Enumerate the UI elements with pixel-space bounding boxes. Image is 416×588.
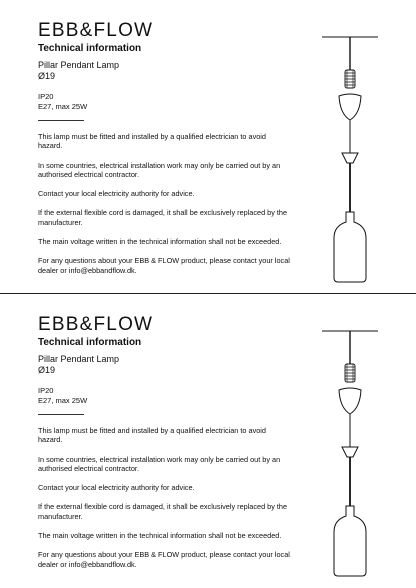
ceiling-canopy	[342, 447, 358, 457]
shade-cone	[339, 388, 361, 414]
safety-notes	[38, 132, 290, 285]
lamp-illustration	[320, 330, 380, 580]
note-paragraph: If the external flexible cord is damaged, it shall be exclusively replaced by the manufacturer.	[38, 208, 288, 227]
note-paragraph: The main voltage written in the technical information shall not be exceeded.	[38, 531, 282, 541]
note-paragraph: In some countries, electrical installation work may only be carried out by an authorised electrical contractor.	[38, 160, 281, 179]
shade-cone	[339, 94, 361, 120]
note-paragraph: In some countries, electrical installation work may only be carried out by an authorised electrical contractor.	[38, 454, 281, 473]
short-divider	[38, 120, 84, 121]
pendant-shade	[334, 212, 366, 282]
pendant-shade	[334, 506, 366, 576]
ip-rating: IP20	[38, 386, 54, 395]
short-divider	[38, 414, 84, 415]
bulb-rating: E27, max 25W	[38, 101, 88, 111]
section-heading: Technical information	[38, 337, 142, 348]
product-name: Pillar Pendant Lamp	[38, 60, 120, 70]
info-sheet-bottom	[0, 294, 416, 588]
bulb-rating: E27, max 25W	[38, 395, 88, 405]
product-size: Ø19	[38, 365, 56, 375]
product-name: Pillar Pendant Lamp	[38, 354, 120, 364]
product-block	[38, 60, 119, 82]
safety-notes	[38, 426, 290, 579]
ip-rating: IP20	[38, 92, 54, 101]
note-paragraph: If the external flexible cord is damaged, it shall be exclusively replaced by the manufacturer.	[38, 502, 288, 521]
specs-block	[38, 92, 87, 111]
brand-logo: EBB&FLOW	[38, 314, 154, 335]
note-paragraph: This lamp must be fitted and installed by a qualified electrician to avoid hazard.	[38, 426, 266, 445]
product-size: Ø19	[38, 71, 56, 81]
specs-block	[38, 386, 87, 405]
note-paragraph: Contact your local electricity authority for advice.	[38, 483, 195, 493]
brand-logo: EBB&FLOW	[38, 20, 154, 41]
ceiling-canopy	[342, 153, 358, 163]
lamp-illustration	[320, 36, 380, 286]
note-paragraph: The main voltage written in the technical information shall not be exceeded.	[38, 237, 282, 247]
note-paragraph: This lamp must be fitted and installed by a qualified electrician to avoid hazard.	[38, 132, 266, 151]
section-heading: Technical information	[38, 43, 142, 54]
product-block	[38, 354, 119, 376]
note-paragraph: For any questions about your EBB & FLOW product, please contact your local dealer or info@ebbandflow.dk.	[38, 256, 290, 275]
note-paragraph: Contact your local electricity authority for advice.	[38, 189, 195, 199]
note-paragraph: For any questions about your EBB & FLOW product, please contact your local dealer or info@ebbandflow.dk.	[38, 550, 290, 569]
